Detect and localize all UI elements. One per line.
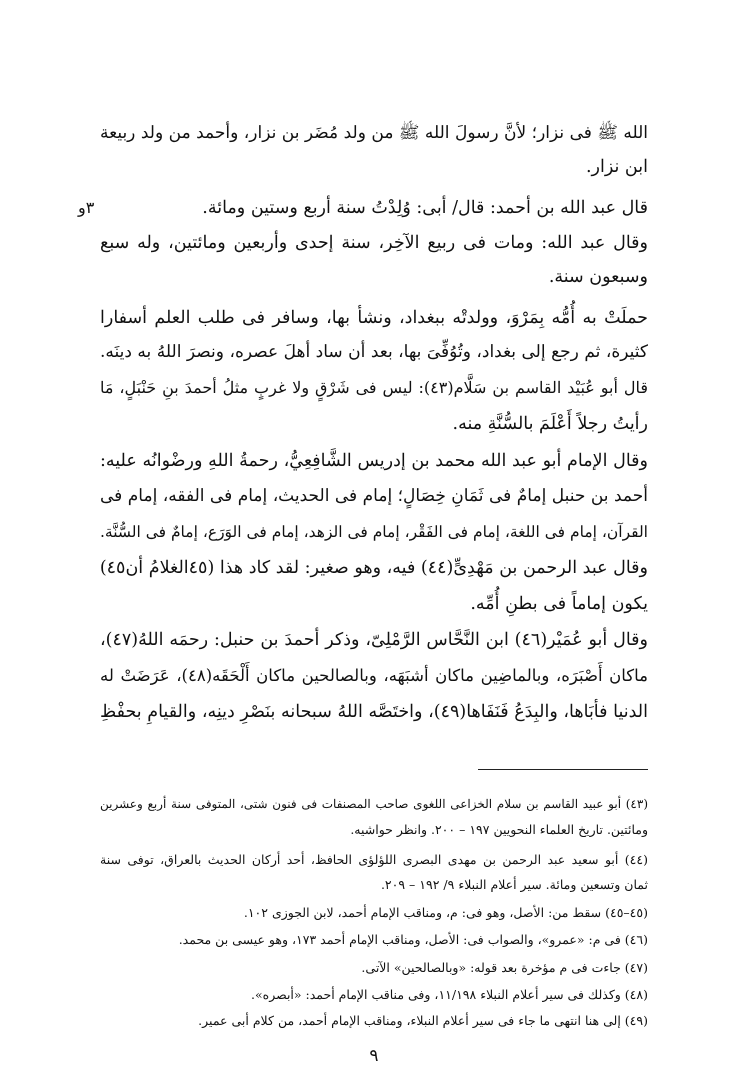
- body-line-5: وسبعون سنة.: [548, 267, 648, 287]
- page-number: ٩: [369, 1046, 379, 1066]
- body-line-15: وقال أبو عُمَيْر(٤٦) ابن النَّحَّاس الرَّمْلِىّ، وذكر أحمدَ بن حنبل: رحمَه اللهُ(٤٧)،: [100, 630, 648, 650]
- footnote-44-line-2: ثمان وتسعين ومائة. سير أعلام النبلاء ٩/ ١٩٢ – ٢٠٩.: [380, 877, 648, 892]
- body-line-2: ابن نزار.: [585, 157, 648, 177]
- body-line-11: أحمد بن حنبل إمامٌ فى ثَمَانِ خِصَالٍ؛ إمام فى الحديث، إمام فى الفقه، إمام فى: [100, 486, 648, 506]
- body-line-10: وقال الإمام أبو عبد الله محمد بن إدريس الشَّافِعِيُّ، رحمةُ اللهِ ورضْوانُه عليه:: [100, 451, 648, 471]
- body-line-17: الدنيا فأبَاها، والبِدَعُ فَنَفَاها(٤٩)، واختَصَّه اللهُ سبحانه بنَصْرِ دينِه، والقيامِ بحفْظِ: [100, 702, 648, 722]
- body-line-14: يكون إماماً فى بطنِ أُمِّه.: [470, 594, 648, 614]
- footnote-43-line-2: ومائتين. تاريخ العلماء النحويين ١٩٧ – ٢٠٠. وانظر حواشيه.: [350, 822, 648, 837]
- manuscript-folio-note: ٣و: [78, 198, 95, 217]
- footnote-49: (٤٩) إلى هنا انتهى ما جاء فى سير أعلام النبلاء، ومناقب الإمام أحمد، من كلام أبى عمير.: [198, 1013, 648, 1028]
- footnote-divider: [478, 769, 648, 770]
- body-line-9: رأيتُ رجلاً أَعْلَمَ بالسُّنَّةِ منه.: [452, 414, 648, 434]
- body-line-6: حملَتْ به أُمُّه بِمَرْوَ، وولدتْه ببغداد، ونشأ بها، وسافر فى طلب العلم أسفارا: [100, 308, 648, 328]
- body-line-16: ماكان أَصْبَرَه، وبالماضِين ماكان أشبَهَه، وبالصالحين ماكان أَلْحَقَه(٤٨)، عَرَضَتْ له: [100, 666, 648, 685]
- footnote-46: (٤٦) فى م: «عمرو»، والصواب فى: الأصل، ومناقب الإمام أحمد ١٧٣، وهو عيسى بن محمد.: [178, 932, 648, 947]
- body-line-13: وقال عبد الرحمن بن مَهْدِىٍّ(٤٤) فيه، وهو صغير: لقد كاد هذا (٤٥الغلامُ أن٤٥): [99, 558, 648, 578]
- footnote-45: (٤٥–٤٥) سقط من: الأصل، وهو فى: م، ومناقب الإمام أحمد، لابن الجوزى ١٠٢.: [243, 905, 648, 920]
- footnote-44-line-1: (٤٤) أبو سعيد عبد الرحمن بن مهدى البصرى اللؤلؤى الحافظ، أحد أركان الحديث بالعراق، توفى سنة: [100, 852, 648, 867]
- footnote-43-line-1: (٤٣) أبو عبيد القاسم بن سلام الخزاعى اللغوى صاحب المصنفات فى فنون شتى، المتوفى سنة أربع وعشرين: [100, 797, 648, 811]
- footnote-48: (٤٨) وكذلك فى سير أعلام النبلاء ١١/١٩٨، وفى مناقب الإمام أحمد: «أبصره».: [251, 987, 648, 1002]
- body-line-7: كثيرة، ثم رجع إلى بغداد، وتُوُفِّىَ بها، بعد أن ساد أهلَ عصره، ونصرَ اللهُ به دينَه.: [100, 342, 648, 362]
- body-line-12: القرآن، إمام فى اللغة، إمام فى الفَقْر، إمام فى الزهد، إمام فى الوَرَع، إمامٌ فى السُّنَّة.: [100, 523, 648, 541]
- body-line-3: قال عبد الله بن أحمد: قال/ أبى: وُلِدْتُ سنة أربع وستين ومائة.: [202, 198, 648, 218]
- body-line-8: قال أبو عُبَيْد القاسم بن سَلَّام(٤٣): ليس فى شَرْقٍ ولا غربٍ مثلُ أحمدَ بنِ حَنْبَلٍ، مَا: [100, 378, 648, 397]
- body-line-1: الله ﷺ فى نزار؛ لأنَّ رسولَ الله ﷺ من ولد مُضَر بن نزار، وأحمد من ولد ربيعة: [100, 123, 648, 143]
- footnote-47: (٤٧) جاءت فى م مؤخرة بعد قوله: «وبالصالحين» الآتى.: [361, 960, 648, 975]
- body-line-4: وقال عبد الله: ومات فى ربيع الآخِر، سنة إحدى وأربعين ومائتين، وله سبع: [100, 233, 648, 253]
